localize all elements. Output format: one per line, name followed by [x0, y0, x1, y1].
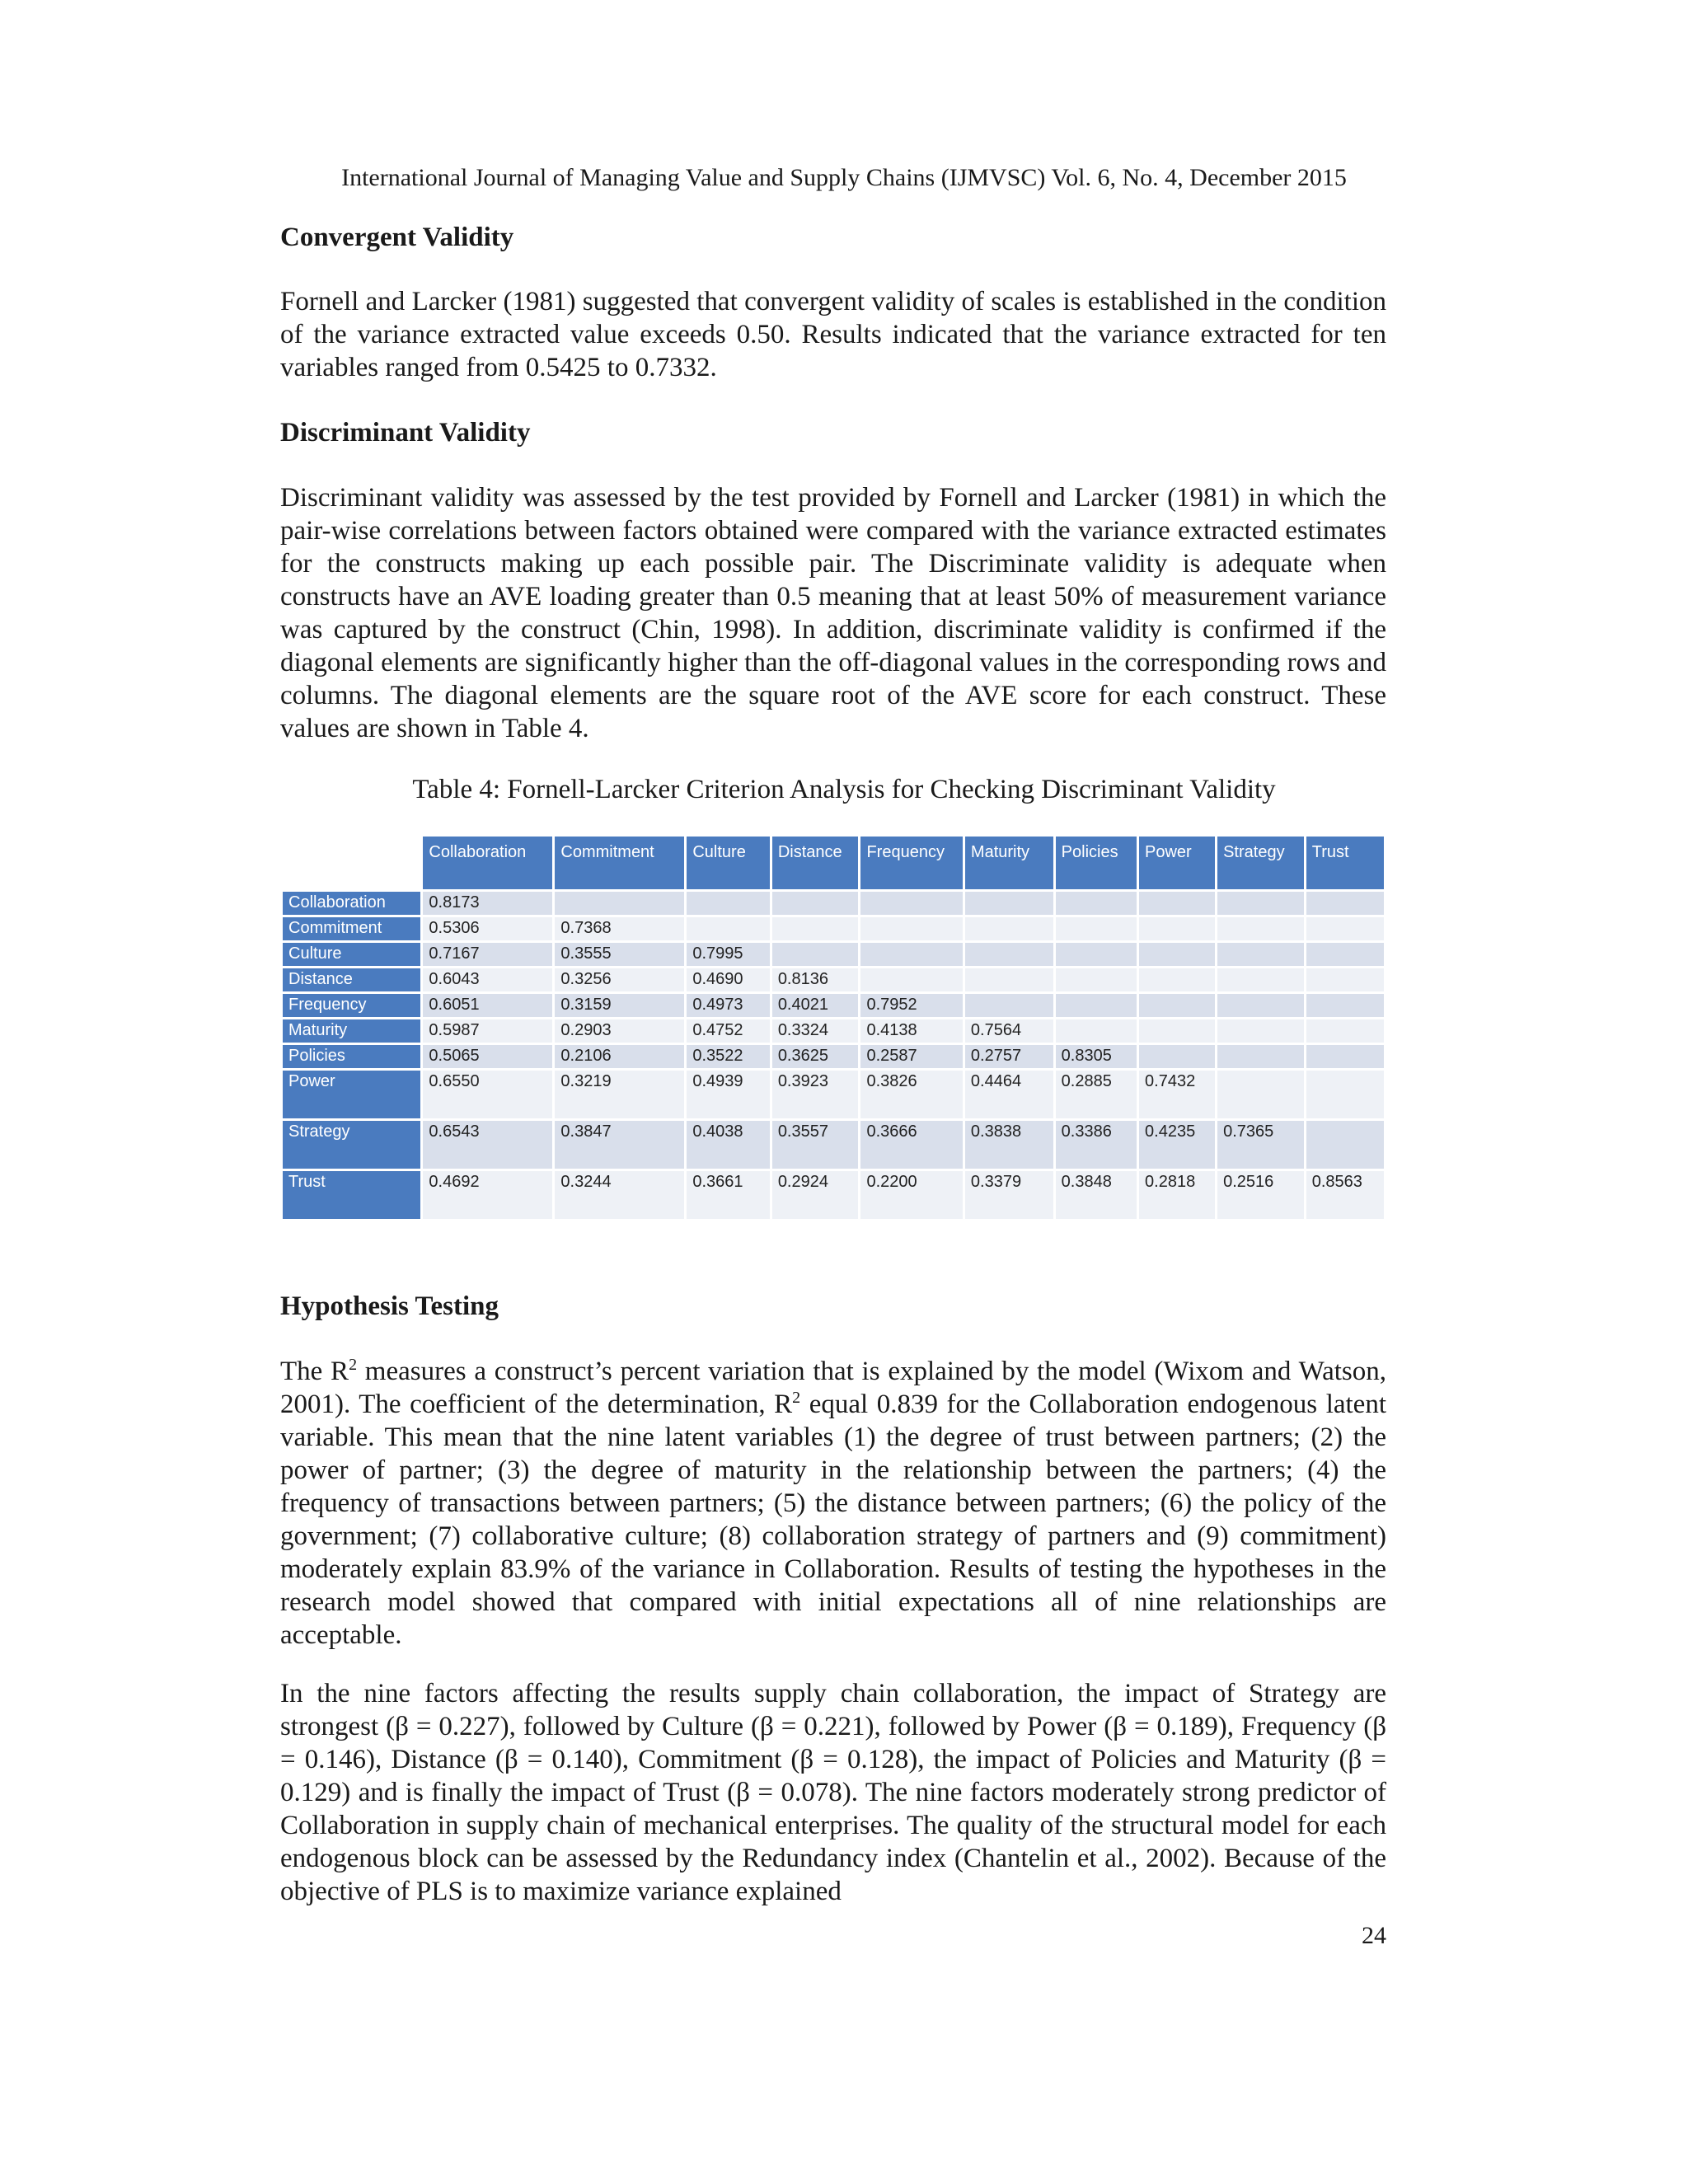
table-cell: [965, 917, 1053, 940]
table-cell: [1217, 1019, 1304, 1043]
heading-hypothesis-testing: Hypothesis Testing: [280, 1291, 499, 1321]
table-cell: [1056, 1019, 1137, 1043]
row-header: Frequency: [283, 994, 420, 1017]
table-cell: [1139, 968, 1215, 991]
table-cell: [1217, 968, 1304, 991]
table-cell: 0.4235: [1139, 1121, 1215, 1169]
table-cell: [1306, 1019, 1384, 1043]
row-header: Trust: [283, 1171, 420, 1219]
table-cell: [965, 943, 1053, 966]
table-cell: [1139, 994, 1215, 1017]
table-cell: 0.4939: [687, 1071, 769, 1118]
table-cell: [965, 968, 1053, 991]
row-header: Power: [283, 1071, 420, 1118]
col-header: Power: [1139, 837, 1215, 889]
table-cell: 0.2200: [860, 1171, 962, 1219]
paragraph-discriminant-validity: Discriminant validity was assessed by the test provided by Fornell and Larcker (1981) in which the pair-wise correlations between factors obtained were compared with the variance extracted estimates for the constructs making up each possible pair. The Discriminate validity is adequate when constructs have an AVE loading greater than 0.5 meaning that at least 50% of measurement variance was captured by the construct (Chin, 1998). In addition, discriminate validity is confirmed if the diagonal elements are significantly higher than the off-diagonal values in the corresponding rows and columns. The diagonal elements are the square root of the AVE score for each construct. These values are shown in Table 4.: [280, 483, 1386, 743]
table-cell: [555, 892, 684, 915]
table-cell: [860, 892, 962, 915]
col-header: Culture: [687, 837, 769, 889]
paragraph-hypothesis-2: In the nine factors affecting the results supply chain collaboration, the impact of Strategy are strongest (β = 0.227), followed by Culture (β = 0.221), followed by Power (β = 0.189), Frequency (β = 0.146), Distance (β = 0.140), Commitment (β = 0.128), the impact of Policies and Maturity (β = 0.129) and is finally the impact of Trust (β = 0.078). The nine factors moderately strong predictor of Collaboration in supply chain of mechanical enterprises. The quality of the structural model for each endogenous block can be assessed by the Redundancy index (Chantelin et al., 2002). Because of the objective of PLS is to maximize variance explained: [280, 1679, 1386, 1906]
table-cell: 0.2106: [555, 1045, 684, 1068]
table-cell: [1306, 943, 1384, 966]
table-row: [283, 994, 1384, 1017]
fornell-larcker-table: [280, 834, 1386, 1221]
table-cell: [772, 917, 859, 940]
table-cell: 0.7167: [423, 943, 552, 966]
table-cell: 0.4038: [687, 1121, 769, 1169]
table-cell: 0.6043: [423, 968, 552, 991]
table-cell: [1306, 892, 1384, 915]
table-row: [283, 1171, 1384, 1219]
table-cell: [772, 943, 859, 966]
table-cell: 0.4690: [687, 968, 769, 991]
table-body: [283, 892, 1384, 1219]
table-cell: 0.3379: [965, 1171, 1053, 1219]
table-cell: [860, 917, 962, 940]
table-cell: 0.2757: [965, 1045, 1053, 1068]
table-header-row: [283, 837, 1384, 889]
table-cell: 0.4692: [423, 1171, 552, 1219]
table-cell: [687, 917, 769, 940]
table-cell: 0.5065: [423, 1045, 552, 1068]
table-cell: [1139, 943, 1215, 966]
col-header: Trust: [1306, 837, 1384, 889]
table-cell: 0.3923: [772, 1071, 859, 1118]
table-cell: 0.5306: [423, 917, 552, 940]
table-cell: 0.4752: [687, 1019, 769, 1043]
text-run: The R: [280, 1357, 349, 1386]
superscript: 2: [349, 1356, 358, 1374]
table-cell: [1056, 994, 1137, 1017]
table-cell: [1306, 968, 1384, 991]
table-cell: 0.8563: [1306, 1171, 1384, 1219]
table-cell: [1139, 1019, 1215, 1043]
table-cell: [772, 892, 859, 915]
table-cell: [1056, 892, 1137, 915]
table-cell: 0.7564: [965, 1019, 1053, 1043]
table-cell: 0.3826: [860, 1071, 962, 1118]
col-header: Frequency: [860, 837, 962, 889]
heading-discriminant-validity: Discriminant Validity: [280, 418, 531, 448]
table-row: [283, 1045, 1384, 1068]
table-cell: 0.4464: [965, 1071, 1053, 1118]
row-header: Culture: [283, 943, 420, 966]
table-cell: [1139, 892, 1215, 915]
table-cell: [1217, 1071, 1304, 1118]
table-cell: 0.8305: [1056, 1045, 1137, 1068]
table-cell: 0.3838: [965, 1121, 1053, 1169]
table-cell: 0.8173: [423, 892, 552, 915]
table-cell: 0.7368: [555, 917, 684, 940]
table-row: [283, 1019, 1384, 1043]
table-cell: 0.3256: [555, 968, 684, 991]
table-cell: 0.7432: [1139, 1071, 1215, 1118]
table-caption: Table 4: Fornell-Larcker Criterion Analysis for Checking Discriminant Validity: [412, 775, 1276, 804]
table-cell: 0.3666: [860, 1121, 962, 1169]
table-cell: [1217, 943, 1304, 966]
table-cell: 0.2818: [1139, 1171, 1215, 1219]
table-cell: 0.3847: [555, 1121, 684, 1169]
table-cell: 0.7365: [1217, 1121, 1304, 1169]
table-cell: [860, 943, 962, 966]
table-cell: [1217, 892, 1304, 915]
table-cell: [1306, 917, 1384, 940]
table-cell: 0.3159: [555, 994, 684, 1017]
row-header: Maturity: [283, 1019, 420, 1043]
table-cell: 0.6051: [423, 994, 552, 1017]
table-cell: 0.6543: [423, 1121, 552, 1169]
heading-convergent-validity: Convergent Validity: [280, 223, 514, 252]
table-row: [283, 892, 1384, 915]
col-header: Strategy: [1217, 837, 1304, 889]
row-header: Strategy: [283, 1121, 420, 1169]
table-row: [283, 1071, 1384, 1118]
table-cell: 0.3625: [772, 1045, 859, 1068]
table-cell: 0.2516: [1217, 1171, 1304, 1219]
table-cell: 0.3324: [772, 1019, 859, 1043]
paragraph-convergent-validity: Fornell and Larcker (1981) suggested that convergent validity of scales is established in the condition of the variance extracted value exceeds 0.50. Results indicated that the variance extracted for ten variables ranged from 0.5425 to 0.7332.: [280, 287, 1386, 382]
table-cell: [1139, 917, 1215, 940]
table-cell: 0.4138: [860, 1019, 962, 1043]
table-cell: 0.7952: [860, 994, 962, 1017]
table-row: [283, 917, 1384, 940]
table-cell: 0.3661: [687, 1171, 769, 1219]
table-cell: [1306, 1071, 1384, 1118]
row-header: Distance: [283, 968, 420, 991]
paragraph-hypothesis-1: [280, 1355, 1386, 1652]
running-header: International Journal of Managing Value and Supply Chains (IJMVSC) Vol. 6, No. 4, December 2015: [341, 164, 1347, 191]
table-cell: 0.8136: [772, 968, 859, 991]
table-cell: [687, 892, 769, 915]
table-cell: 0.3848: [1056, 1171, 1137, 1219]
table-cell: 0.2885: [1056, 1071, 1137, 1118]
table-cell: 0.3219: [555, 1071, 684, 1118]
table-cell: 0.3244: [555, 1171, 684, 1219]
table-cell: [1056, 943, 1137, 966]
table-cell: 0.2587: [860, 1045, 962, 1068]
table-cell: 0.3522: [687, 1045, 769, 1068]
row-header: Policies: [283, 1045, 420, 1068]
table-cell: 0.2903: [555, 1019, 684, 1043]
table-cell: [1056, 917, 1137, 940]
superscript: 2: [792, 1389, 801, 1407]
table-cell: 0.5987: [423, 1019, 552, 1043]
table-row: [283, 1121, 1384, 1169]
text-run: equal 0.839 for the Collaboration endogenous latent variable. This mean that the nine latent variables (1) the degree of trust between partners; (2) the power of partner; (3) the degree of maturity in the relationship between the partners; (4) the frequency of transactions between partners; (5) the distance between partners; (6) the policy of the government; (7) collaborative culture; (8) collaboration strategy of partners and (9) commitment) moderately explain 83.9% of the variance in Collaboration. Results of testing the hypotheses in the research model showed that compared with initial expectations all of nine relationships are acceptable.: [280, 1390, 1386, 1650]
table-cell: 0.7995: [687, 943, 769, 966]
col-header: Collaboration: [423, 837, 552, 889]
table-cell: 0.4973: [687, 994, 769, 1017]
table-cell: 0.6550: [423, 1071, 552, 1118]
col-header: Commitment: [555, 837, 684, 889]
col-header: Maturity: [965, 837, 1053, 889]
table-cell: [1306, 1045, 1384, 1068]
table-cell: [1139, 1045, 1215, 1068]
table-cell: [1306, 1121, 1384, 1169]
col-header: Distance: [772, 837, 859, 889]
page-number: 24: [1362, 1922, 1386, 1949]
table-cell: [1217, 917, 1304, 940]
table-row: [283, 943, 1384, 966]
table-cell: [1217, 994, 1304, 1017]
row-header: Collaboration: [283, 892, 420, 915]
table-cell: 0.3386: [1056, 1121, 1137, 1169]
table-cell: [965, 892, 1053, 915]
text-run: measures a construct’s percent variation that is explained by the model (Wixom and Watson, 2001). The coefficient of the determination, R: [280, 1357, 1386, 1419]
table-cell: [965, 994, 1053, 1017]
table-row: [283, 968, 1384, 991]
table-cell: 0.3557: [772, 1121, 859, 1169]
row-header: Commitment: [283, 917, 420, 940]
table-corner: [283, 837, 420, 889]
table-cell: 0.3555: [555, 943, 684, 966]
table-cell: [860, 968, 962, 991]
table-cell: 0.2924: [772, 1171, 859, 1219]
col-header: Policies: [1056, 837, 1137, 889]
table-cell: [1056, 968, 1137, 991]
table-cell: [1217, 1045, 1304, 1068]
table-cell: [1306, 994, 1384, 1017]
table-cell: 0.4021: [772, 994, 859, 1017]
